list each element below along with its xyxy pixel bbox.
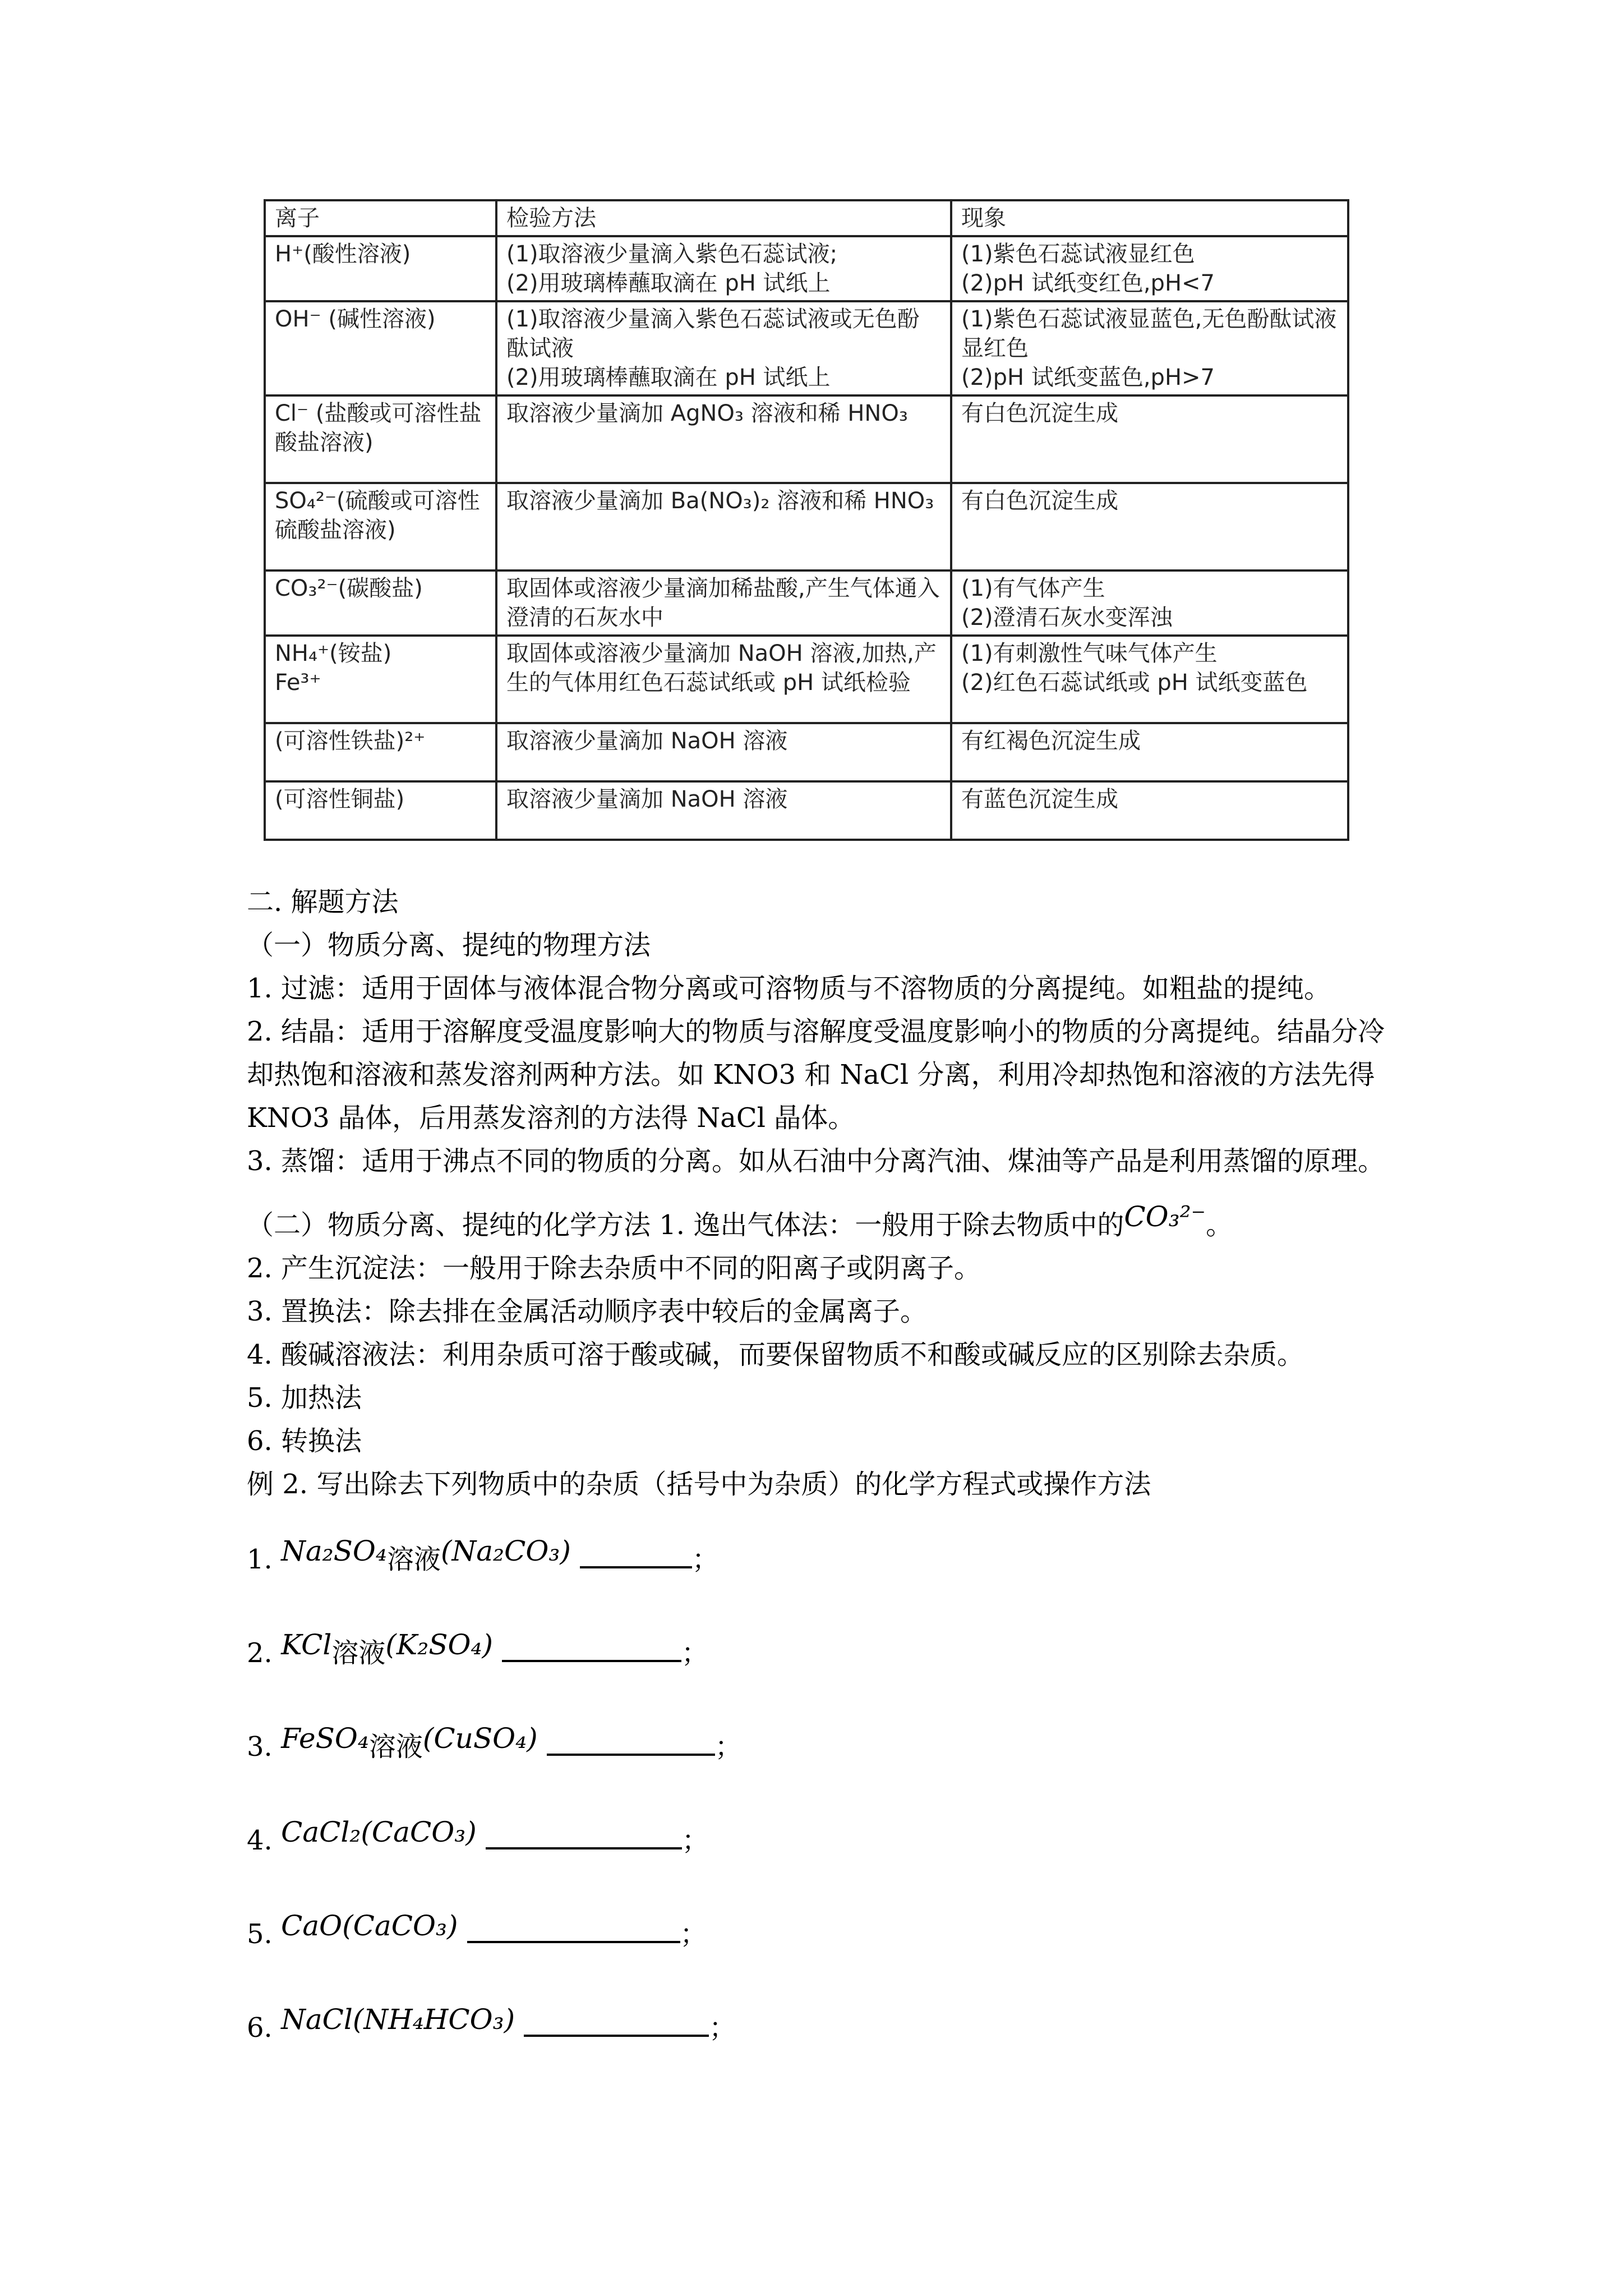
table-body	[265, 236, 1348, 840]
exercise-end: ；	[714, 1731, 742, 1763]
notes-section	[247, 881, 1402, 2091]
table-row	[265, 570, 1348, 636]
example-title: 例 2. 写出除去下列物质中的杂质（括号中为杂质）的化学方程式或操作方法	[247, 1469, 1151, 1500]
phenomenon-cell: (1)有刺激性气味气体产生 (2)红色石蕊试纸或 pH 试纸变蓝色	[951, 636, 1348, 723]
answer-blank[interactable]	[547, 1729, 715, 1756]
exercise-formula: Na₂SO₄	[281, 1535, 387, 1567]
table-header-row	[265, 200, 1348, 236]
table-row	[265, 781, 1348, 840]
exercise-formula: NaCl(NH₄HCO₃)	[281, 2003, 515, 2036]
exercise-number: 4.	[247, 1825, 273, 1856]
method-cell: 取溶液少量滴加 NaOH 溶液	[496, 781, 951, 840]
method-cell: (1)取溶液少量滴入紫色石蕊试液或无色酚酞试液 (2)用玻璃棒蘸取滴在 pH 试纸上	[496, 301, 951, 395]
answer-blank[interactable]	[486, 1823, 682, 1849]
exercise-suffix: 溶液	[386, 1544, 441, 1575]
chemical-methods-heading	[247, 1195, 1402, 1247]
answer-blank[interactable]	[502, 1635, 681, 1662]
phenomenon-cell: 有红褐色沉淀生成	[951, 723, 1348, 781]
answer-blank[interactable]	[580, 1542, 692, 1568]
exercise-formula: KCl	[281, 1628, 332, 1661]
chemical-item: 4. 酸碱溶液法：利用杂质可溶于酸或碱，而要保留物质不和酸或碱反应的区别除去杂质。	[247, 1339, 1304, 1370]
exercise-formula: CaCl₂(CaCO₃)	[281, 1816, 477, 1848]
exercise-number: 1.	[247, 1544, 273, 1575]
exercise-item	[247, 1903, 1402, 1957]
phenomenon-cell: 有蓝色沉淀生成	[951, 781, 1348, 840]
carbonate-formula: CO₃²⁻	[1124, 1200, 1206, 1233]
phenomenon-cell: 有白色沉淀生成	[951, 395, 1348, 483]
exercise-number: 6.	[247, 2012, 273, 2044]
chemical-item: 5. 加热法	[247, 1382, 362, 1414]
method-cell: 取溶液少量滴加 NaOH 溶液	[496, 723, 951, 781]
exercise-suffix: 溶液	[331, 1637, 386, 1669]
table-row	[265, 236, 1348, 301]
table-row	[265, 723, 1348, 781]
chemical-item: 3. 置换法：除去排在金属活动顺序表中较后的金属离子。	[247, 1296, 928, 1327]
table-row	[265, 395, 1348, 483]
table-row	[265, 483, 1348, 570]
exercise-suffix: 溶液	[368, 1731, 423, 1763]
exercise-formula: CaO(CaCO₃)	[281, 1910, 458, 1942]
method-cell: 取固体或溶液少量滴加 NaOH 溶液,加热,产生的气体用红色石蕊试纸或 pH 试纸检验	[496, 636, 951, 723]
exercise-number: 3.	[247, 1731, 273, 1763]
ion-cell: H⁺(酸性溶液)	[265, 236, 496, 301]
answer-blank[interactable]	[524, 2010, 709, 2037]
ion-cell: OH⁻ (碱性溶液)	[265, 301, 496, 395]
exercise-end: ；	[681, 1825, 709, 1856]
table-row	[265, 636, 1348, 723]
ion-cell: CO₃²⁻(碳酸盐)	[265, 570, 496, 636]
exercise-end: ；	[691, 1544, 719, 1575]
exercise-item	[247, 1529, 1402, 1582]
exercise-formula: FeSO₄	[281, 1722, 369, 1755]
ion-test-table	[264, 199, 1349, 841]
exercise-number: 2.	[247, 1637, 273, 1669]
phenomenon-cell: (1)紫色石蕊试液显红色 (2)pH 试纸变红色,pH<7	[951, 236, 1348, 301]
exercise-number: 5.	[247, 1918, 273, 1950]
chemical-heading-text: （二）物质分离、提纯的化学方法 1. 逸出气体法：一般用于除去物质中的	[247, 1209, 1124, 1241]
method-cell: 取固体或溶液少量滴加稀盐酸,产生气体通入澄清的石灰水中	[496, 570, 951, 636]
exercise-impurity: (Na₂CO₃)	[440, 1535, 571, 1567]
exercise-item	[247, 1622, 1402, 1676]
method-cell: 取溶液少量滴加 Ba(NO₃)₂ 溶液和稀 HNO₃	[496, 483, 951, 570]
exercise-item	[247, 1997, 1402, 2050]
chemical-heading-end: 。	[1206, 1209, 1233, 1241]
ion-cell: (可溶性铁盐)²⁺	[265, 723, 496, 781]
answer-blank[interactable]	[467, 1916, 680, 1943]
section-title: 二. 解题方法	[247, 886, 399, 918]
ion-cell: Cl⁻ (盐酸或可溶性盐酸盐溶液)	[265, 395, 496, 483]
physical-methods-heading: （一）物质分离、提纯的物理方法	[247, 930, 651, 961]
exercise-item	[247, 1716, 1402, 1769]
exercise-impurity: (K₂SO₄)	[385, 1628, 494, 1661]
method-cell: 取溶液少量滴加 AgNO₃ 溶液和稀 HNO₃	[496, 395, 951, 483]
header-ion: 离子	[265, 200, 496, 236]
header-method: 检验方法	[496, 200, 951, 236]
method-cell: (1)取溶液少量滴入紫色石蕊试液; (2)用玻璃棒蘸取滴在 pH 试纸上	[496, 236, 951, 301]
chemical-item: 2. 产生沉淀法：一般用于除去杂质中不同的阳离子或阴离子。	[247, 1253, 981, 1284]
physical-item: 2. 结晶：适用于溶解度受温度影响大的物质与溶解度受温度影响小的物质的分离提纯。结晶分冷却热饱和溶液和蒸发溶剂两种方法。如 KNO3 和 NaCl 分离，利用冷却热饱和溶液的方法先得 KNO3 晶体，后用蒸发溶剂的方法得 NaCl 晶体。	[247, 1016, 1385, 1134]
exercise-item	[247, 1810, 1402, 1863]
exercise-list	[247, 1529, 1402, 2050]
exercise-end: ；	[709, 2012, 736, 2044]
physical-item: 3. 蒸馏：适用于沸点不同的物质的分离。如从石油中分离汽油、煤油等产品是利用蒸馏的原理。	[247, 1145, 1385, 1177]
chemical-item: 6. 转换法	[247, 1425, 362, 1457]
phenomenon-cell: (1)有气体产生 (2)澄清石灰水变浑浊	[951, 570, 1348, 636]
table-row	[265, 301, 1348, 395]
physical-item: 1. 过滤：适用于固体与液体混合物分离或可溶物质与不溶物质的分离提纯。如粗盐的提纯。	[247, 973, 1331, 1004]
exercise-end: ；	[680, 1918, 707, 1950]
header-phenomenon: 现象	[951, 200, 1348, 236]
ion-cell: (可溶性铜盐)	[265, 781, 496, 840]
phenomenon-cell: (1)紫色石蕊试液显蓝色,无色酚酞试液显红色 (2)pH 试纸变蓝色,pH>7	[951, 301, 1348, 395]
ion-cell: SO₄²⁻(硫酸或可溶性硫酸盐溶液)	[265, 483, 496, 570]
phenomenon-cell: 有白色沉淀生成	[951, 483, 1348, 570]
exercise-impurity: (CuSO₄)	[422, 1722, 538, 1755]
ion-cell: NH₄⁺(铵盐) Fe³⁺	[265, 636, 496, 723]
exercise-end: ；	[681, 1637, 709, 1669]
